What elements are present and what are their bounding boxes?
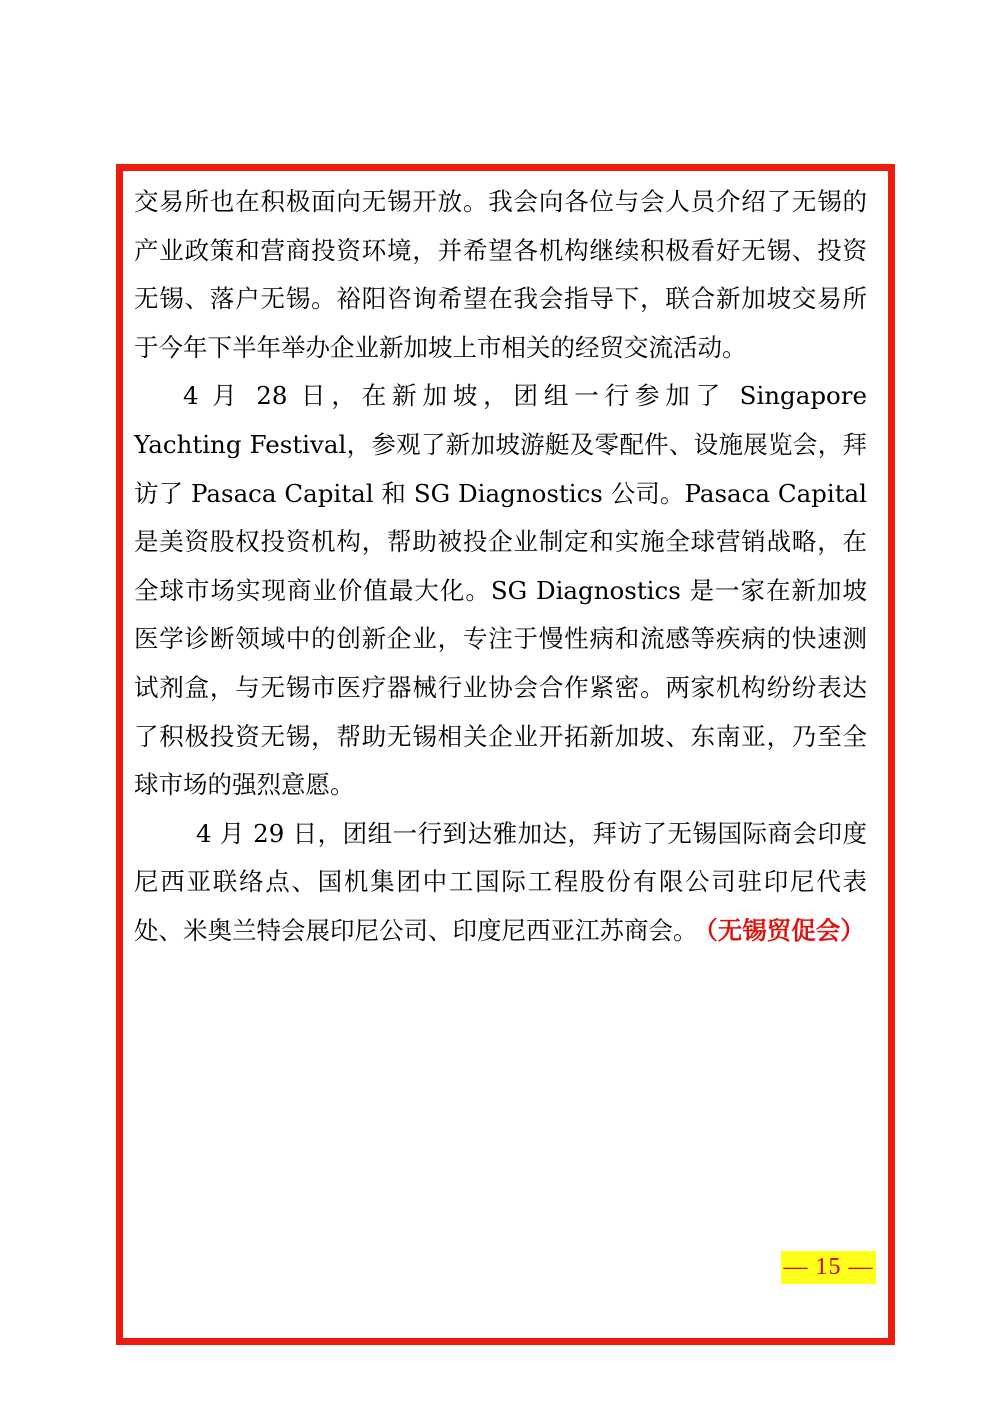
source-attribution: （无锡贸促会） xyxy=(705,915,865,945)
paragraph-1: 交易所也在积极面向无锡开放。我会向各位与会人员介绍了无锡的产业政策和营商投资环境，并希望各机构继续积极看好无锡、投资无锡、落户无锡。裕阳咨询希望在我会指导下，联合新加坡交易所于今年下半年举办企业新加坡上市相关的经贸交流活动。 xyxy=(134,187,867,362)
paragraph-3 xyxy=(134,810,867,956)
paragraph-3-text: 4 月 29 日，团组一行到达雅加达，拜访了无锡国际商会印度尼西亚联络点、国机集团中工国际工程股份有限公司驻印尼代表处、米奥兰特会展印尼公司、印度尼西亚江苏商会。 xyxy=(134,818,867,945)
page-number: — 15 — xyxy=(781,1251,876,1284)
article-body xyxy=(134,178,867,956)
paragraph-2: 4 月 28 日，在新加坡，团组一行参加了 Singapore Yachting Festival，参观了新加坡游艇及零配件、设施展览会，拜访了 Pasaca Capital 和 SG Diagnostics 公司。Pasaca Capital 是美资股权投资机构，帮助被投企业制定和实施全球营销战略，在全球市场实现商业价值最大化。SG Diagnostics 是一家在新加坡医学诊断领域中的创新企业，专注于慢性病和流感等疾病的快速测试剂盒，与无锡市医疗器械行业协会合作紧密。两家机构纷纷表达了积极投资无锡，帮助无锡相关企业开拓新加坡、东南亚，乃至全球市场的强烈意愿。 xyxy=(134,381,867,800)
